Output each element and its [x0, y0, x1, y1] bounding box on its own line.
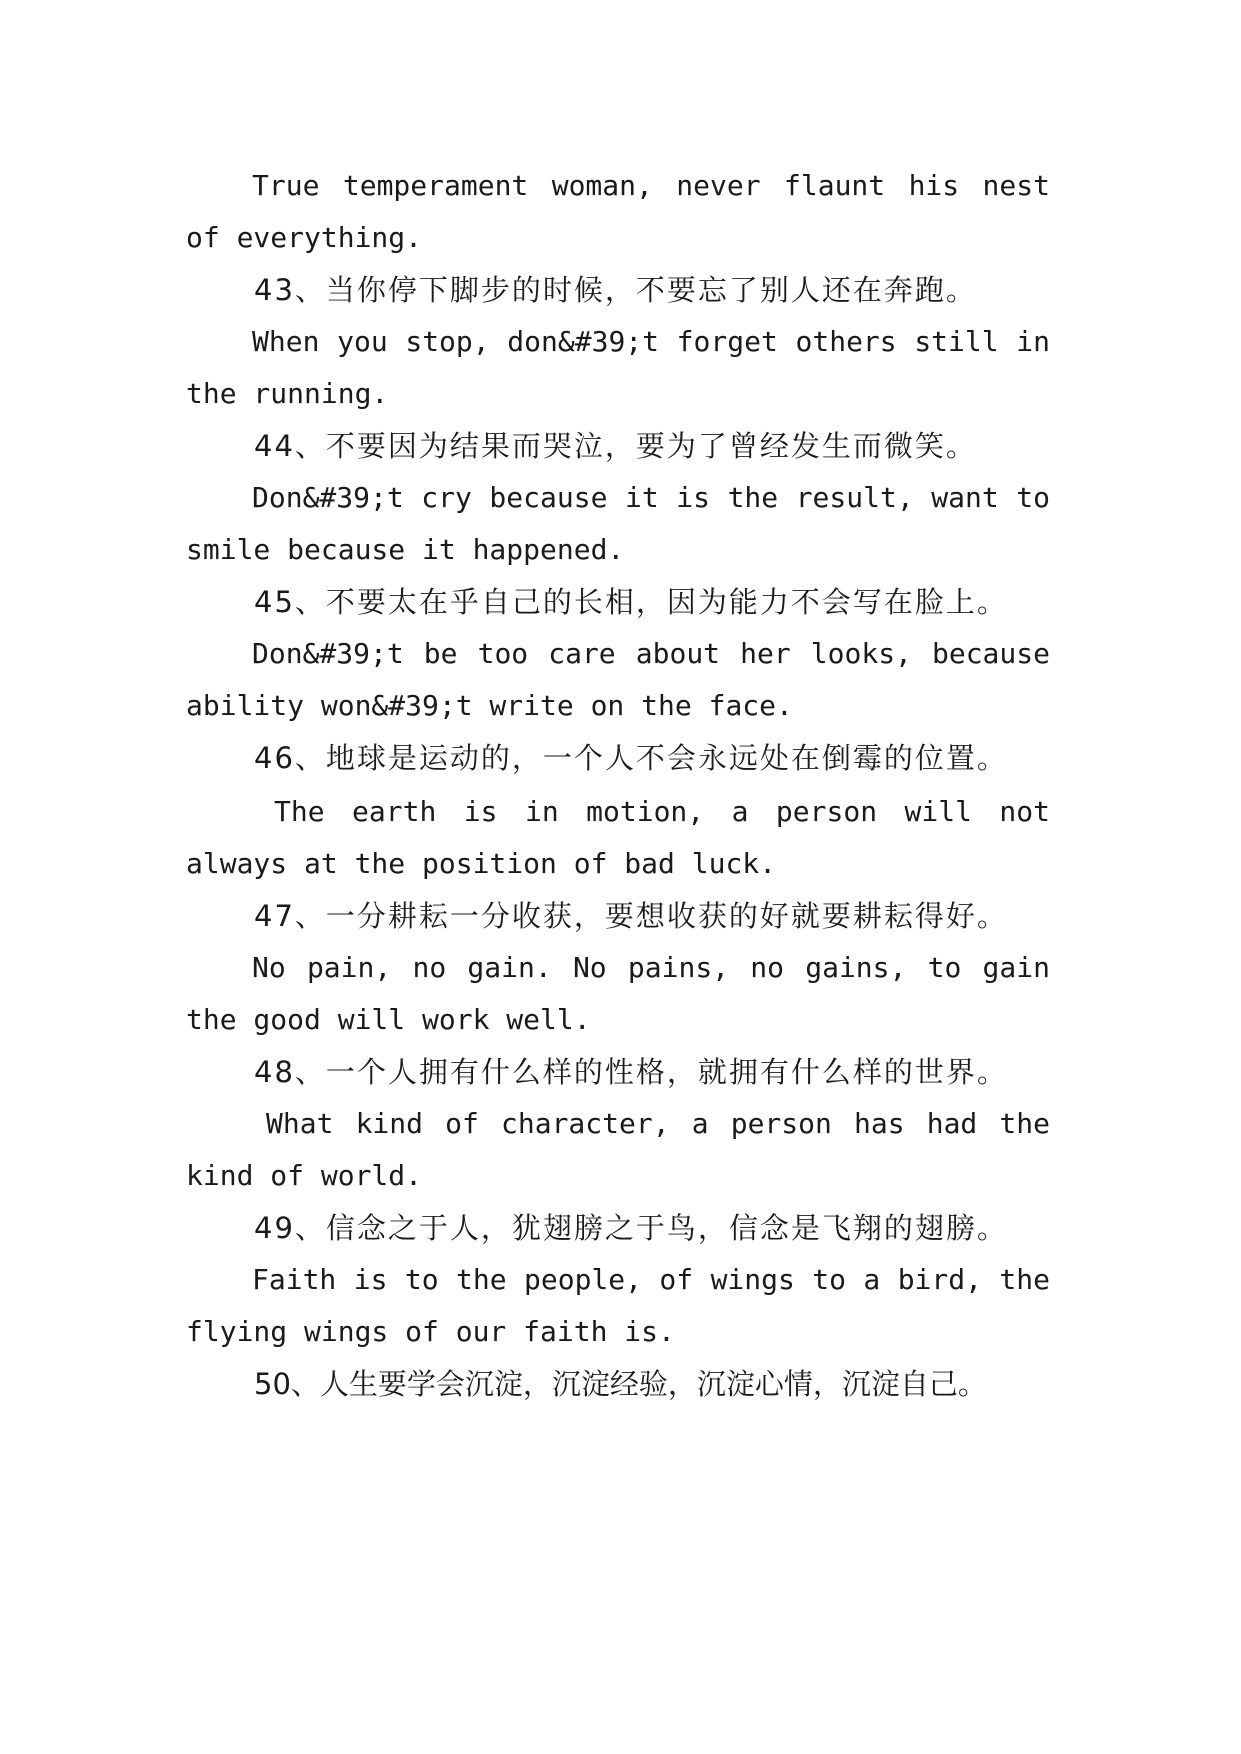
text-line: smile because it happened.	[186, 533, 625, 566]
text-line: of everything.	[186, 221, 423, 254]
text-line: the good will work well.	[186, 1003, 591, 1036]
text-line: the running.	[186, 377, 389, 410]
text-line: True temperament woman, never flaunt his nest	[252, 169, 1050, 202]
text-line: 43、当你停下脚步的时候，不要忘了别人还在奔跑。	[254, 273, 977, 307]
text-line: ability won&#39;t write on the face.	[186, 689, 793, 722]
text-line: Don&#39;t be too care about her looks, because	[252, 637, 1050, 670]
text-line: 46、地球是运动的，一个人不会永远处在倒霉的位置。	[254, 741, 1008, 775]
text-line: 49、信念之于人，犹翅膀之于鸟，信念是飞翔的翅膀。	[254, 1211, 1008, 1245]
text-line: 45、不要太在乎自己的长相，因为能力不会写在脸上。	[254, 585, 1008, 619]
text-line: always at the position of bad luck.	[186, 847, 777, 880]
text-line: Don&#39;t cry because it is the result, want to	[252, 481, 1050, 514]
text-line: When you stop, don&#39;t forget others still in	[252, 325, 1050, 358]
text-line: The earth is in motion, a person will not	[274, 795, 1050, 828]
text-line: Faith is to the people, of wings to a bird, the	[252, 1263, 1050, 1296]
text-line: flying wings of our faith is.	[186, 1315, 675, 1348]
text-line: No pain, no gain. No pains, no gains, to gain	[252, 951, 1050, 984]
text-line: kind of world.	[186, 1159, 423, 1192]
text-line: 47、一分耕耘一分收获，要想收获的好就要耕耘得好。	[254, 899, 1008, 933]
text-line: 44、不要因为结果而哭泣，要为了曾经发生而微笑。	[254, 429, 977, 463]
text-line: 48、一个人拥有什么样的性格，就拥有什么样的世界。	[254, 1055, 1008, 1089]
text-line: 50、人生要学会沉淀，沉淀经验，沉淀心情，沉淀自己。	[254, 1367, 987, 1401]
text-line: What kind of character, a person has had the	[266, 1107, 1050, 1140]
